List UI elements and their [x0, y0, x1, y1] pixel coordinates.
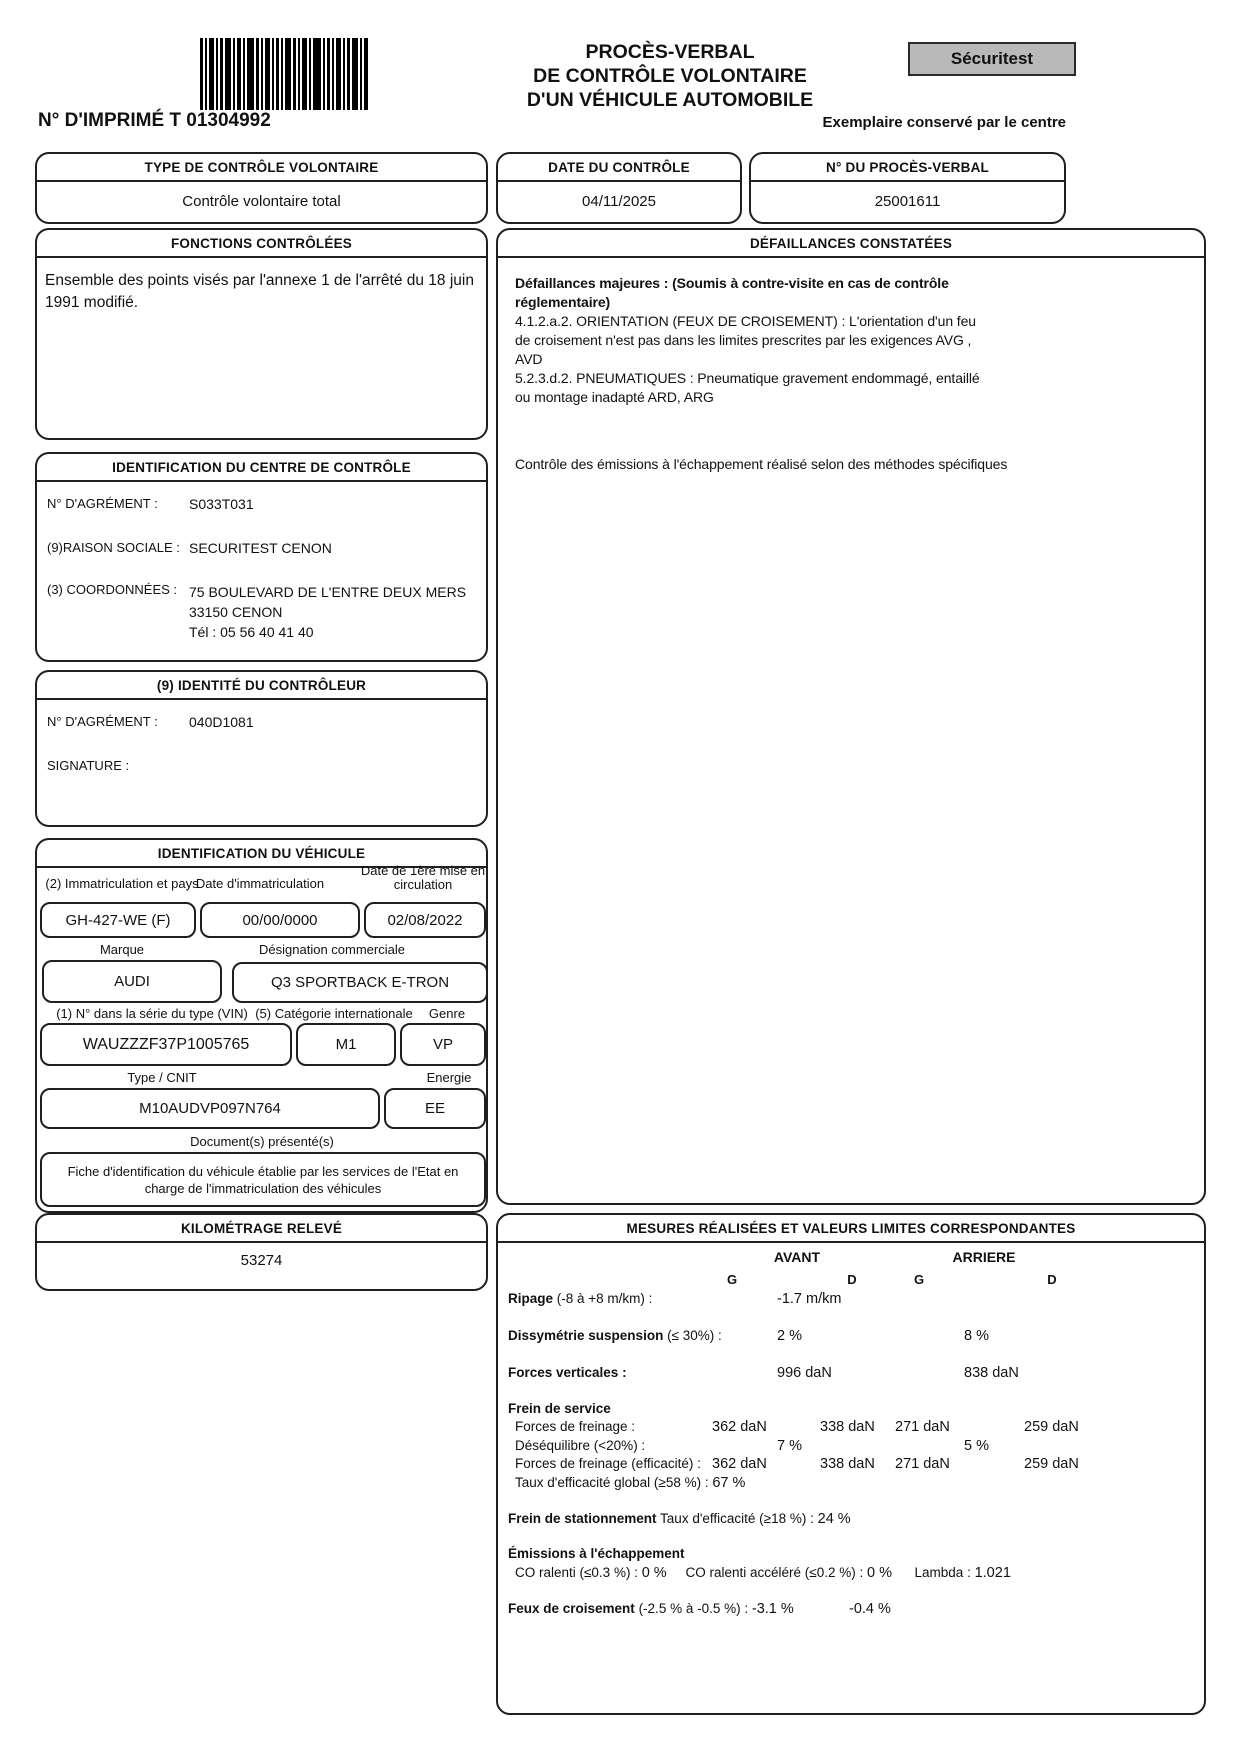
type-controle-header: TYPE DE CONTRÔLE VOLONTAIRE [37, 154, 486, 182]
forces-freinage-eff-arg: 271 daN [895, 1456, 950, 1472]
defaillances-majeures-title: Défaillances majeures : (Soumis à contre-visite en cas de contrôle réglementaire) [515, 275, 949, 310]
defaillances-header: DÉFAILLANCES CONSTATÉES [498, 230, 1204, 258]
lambda-value: 1.021 [974, 1565, 1011, 1581]
kilometrage-value: 53274 [240, 1252, 283, 1269]
ripage-row [508, 1291, 1198, 1311]
centre-agrement-row [47, 496, 478, 512]
vin-value-box: WAUZZZF37P1005765 [40, 1023, 292, 1066]
centre-coordonnees-value [185, 582, 466, 642]
signature-row [47, 758, 478, 773]
centre-coordonnees-row [47, 582, 478, 642]
numero-pv-value: 25001611 [874, 193, 941, 210]
copy-note: Exemplaire conservé par le centre [822, 114, 1066, 131]
date-controle-header: DATE DU CONTRÔLE [498, 154, 740, 182]
date-immat-label: Date d'immatriculation [195, 876, 325, 891]
printed-number: N° D'IMPRIMÉ T 01304992 [38, 110, 271, 131]
controleur-box [35, 670, 488, 827]
frein-stationnement-label: Frein de stationnement [508, 1511, 657, 1526]
forces-freinage-eff-ard: 259 daN [1024, 1456, 1079, 1472]
date-immat-value-box: 00/00/0000 [200, 902, 360, 938]
forces-verticales-avant-value: 996 daN [777, 1365, 832, 1381]
defaillances-content [515, 274, 1190, 474]
defaillances-box [496, 228, 1206, 1205]
categorie-value-box: M1 [296, 1023, 396, 1066]
mesures-header: MESURES RÉALISÉES ET VALEURS LIMITES CORRESPONDANTES [498, 1215, 1204, 1243]
co-accelere-label: CO ralenti accéléré (≤0.2 %) : [685, 1565, 864, 1580]
lambda-label: Lambda : [914, 1565, 971, 1580]
col-d-avant: D [847, 1272, 857, 1287]
forces-freinage-efficacite-row [508, 1456, 1198, 1476]
centre-address-line1: 75 BOULEVARD DE L'ENTRE DEUX MERS [189, 584, 467, 600]
marque-label: Marque [99, 942, 145, 957]
ripage-limits: (-8 à +8 m/km) : [556, 1291, 653, 1306]
feux-croisement-avant-value: -3.1 % [751, 1601, 794, 1617]
mesures-box [496, 1213, 1206, 1715]
designation-value-box: Q3 SPORTBACK E-TRON [232, 962, 488, 1003]
frein-service-label: Frein de service [508, 1401, 611, 1416]
feux-croisement-label: Feux de croisement [508, 1601, 635, 1616]
forces-freinage-eff-avd: 338 daN [820, 1456, 875, 1472]
co-ralenti-label: CO ralenti (≤0.3 %) : [515, 1565, 638, 1580]
forces-verticales-label: Forces verticales : [508, 1365, 627, 1380]
centre-raison-row [47, 540, 478, 556]
date-circulation-label: Date de 1ère mise en circulation [360, 863, 486, 892]
dissymetrie-row [508, 1328, 1198, 1348]
date-controle-box [496, 152, 742, 224]
numero-pv-header: N° DU PROCÈS-VERBAL [751, 154, 1064, 182]
centre-agrement-value: S033T031 [189, 496, 254, 512]
emissions-values-row [508, 1565, 1198, 1585]
desequilibre-label: Déséquilibre (<20%) : [515, 1438, 646, 1453]
col-d-arriere: D [1047, 1272, 1057, 1287]
forces-freinage-efficacite-label: Forces de freinage (efficacité) : [515, 1456, 701, 1471]
feux-croisement-arriere-value: -0.4 % [849, 1601, 891, 1617]
col-g-arriere: G [913, 1272, 925, 1287]
document-title [470, 40, 870, 112]
type-cnit-label: Type / CNIT [127, 1070, 197, 1085]
controleur-agrement-row [47, 714, 478, 730]
dissymetrie-label: Dissymétrie suspension [508, 1328, 664, 1343]
forces-verticales-row [508, 1365, 1198, 1385]
genre-label: Genre [428, 1006, 466, 1021]
kilometrage-box [35, 1213, 488, 1291]
controleur-header: (9) IDENTITÉ DU CONTRÔLEUR [37, 672, 486, 700]
centre-address-line2: 33150 CENON [189, 604, 283, 620]
forces-verticales-arriere-value: 838 daN [964, 1365, 1019, 1381]
feux-croisement-limits: (-2.5 % à -0.5 %) : [638, 1601, 749, 1616]
desequilibre-avant-value: 7 % [777, 1438, 802, 1454]
centre-raison-label: (9)RAISON SOCIALE : [47, 540, 180, 555]
controleur-agrement-label: N° D'AGRÉMENT : [47, 714, 158, 729]
date-circulation-value-box: 02/08/2022 [364, 902, 486, 938]
feux-croisement-row [508, 1601, 1198, 1621]
fonctions-body: Ensemble des points visés par l'annexe 1 de l'arrêté du 18 juin 1991 modifié. [45, 272, 474, 311]
date-controle-value: 04/11/2025 [582, 193, 656, 210]
kilometrage-header: KILOMÉTRAGE RELEVÉ [37, 1215, 486, 1243]
energie-value-box: EE [384, 1088, 486, 1129]
centre-raison-value: SECURITEST CENON [189, 540, 332, 556]
ripage-label: Ripage [508, 1291, 554, 1306]
controleur-agrement-value: 040D1081 [189, 714, 254, 730]
title-line-3: D'UN VÉHICULE AUTOMOBILE [526, 89, 814, 111]
vin-label: (1) N° dans la série du type (VIN) [56, 1006, 248, 1021]
type-cnit-value-box: M10AUDVP097N764 [40, 1088, 380, 1129]
immat-label: (2) Immatriculation et pays [45, 876, 199, 891]
title-line-1: PROCÈS-VERBAL [585, 41, 755, 63]
emissions-label: Émissions à l'échappement [508, 1546, 685, 1561]
documents-label: Document(s) présenté(s) [190, 1134, 334, 1149]
centre-coordonnees-label: (3) COORDONNÉES : [47, 582, 178, 597]
forces-freinage-row [508, 1419, 1198, 1439]
vehicule-header: IDENTIFICATION DU VÉHICULE [37, 840, 486, 868]
gd-header-row [508, 1272, 1198, 1292]
forces-freinage-eff-avg: 362 daN [712, 1456, 767, 1472]
dissymetrie-avant-value: 2 % [777, 1328, 802, 1344]
defaillance-item: 5.2.3.d.2. PNEUMATIQUES : Pneumatique gravement endommagé, entaillé ou montage inadapté ARD, ARG [515, 370, 980, 405]
type-controle-value: Contrôle volontaire total [182, 193, 341, 210]
frein-stationnement-row [508, 1511, 1198, 1531]
co-ralenti-value: 0 % [641, 1565, 667, 1581]
title-line-2: DE CONTRÔLE VOLONTAIRE [533, 65, 807, 87]
co-accelere-value: 0 % [867, 1565, 892, 1581]
arriere-label: ARRIERE [952, 1249, 1016, 1265]
forces-freinage-avg: 362 daN [712, 1419, 767, 1435]
frein-stationnement-detail: Taux d'efficacité (≥18 %) : [660, 1511, 814, 1526]
desequilibre-arriere-value: 5 % [964, 1438, 989, 1454]
dissymetrie-arriere-value: 8 % [964, 1328, 989, 1344]
brand-badge: Sécuritest [908, 42, 1076, 76]
centre-phone: Tél : 05 56 40 41 40 [189, 624, 314, 640]
forces-freinage-arg: 271 daN [895, 1419, 950, 1435]
ripage-value: -1.7 m/km [777, 1291, 842, 1307]
defaillance-item: 4.1.2.a.2. ORIENTATION (FEUX DE CROISEMENT) : L'orientation d'un feu de croisement n'est pas dans les limites prescrites par les exigences AVG , AVD [515, 313, 976, 367]
immat-value-box: GH-427-WE (F) [40, 902, 196, 938]
avant-label: AVANT [773, 1249, 821, 1265]
centre-box [35, 452, 488, 662]
col-g-avant: G [726, 1272, 738, 1287]
taux-global-label: Taux d'efficacité global (≥58 %) : [515, 1475, 709, 1490]
vehicule-box [35, 838, 488, 1213]
forces-freinage-label: Forces de freinage : [515, 1419, 636, 1434]
barcode-icon [200, 38, 370, 110]
fonctions-box [35, 228, 488, 440]
signature-label: SIGNATURE : [47, 758, 130, 773]
centre-agrement-label: N° D'AGRÉMENT : [47, 496, 158, 511]
emissions-header-row [508, 1546, 1198, 1566]
numero-pv-box [749, 152, 1066, 224]
categorie-label: (5) Catégorie internationale [255, 1006, 413, 1021]
centre-header: IDENTIFICATION DU CENTRE DE CONTRÔLE [37, 454, 486, 482]
axle-header-row [508, 1249, 1198, 1269]
forces-freinage-avd: 338 daN [820, 1419, 875, 1435]
taux-global-value: 67 % [712, 1475, 746, 1491]
forces-freinage-ard: 259 daN [1024, 1419, 1079, 1435]
taux-global-row [508, 1475, 1198, 1495]
frein-stationnement-value: 24 % [817, 1511, 851, 1527]
emissions-note: Contrôle des émissions à l'échappement réalisé selon des méthodes spécifiques [515, 456, 1008, 472]
marque-value-box: AUDI [42, 960, 222, 1003]
genre-value-box: VP [400, 1023, 486, 1066]
desequilibre-row [508, 1438, 1198, 1458]
frein-service-row [508, 1401, 1198, 1421]
documents-value-box: Fiche d'identification du véhicule établie par les services de l'Etat en charge de l'immatriculation des véhicules [40, 1152, 486, 1207]
type-controle-box [35, 152, 488, 224]
fonctions-header: FONCTIONS CONTRÔLÉES [37, 230, 486, 258]
dissymetrie-limits: (≤ 30%) : [667, 1328, 722, 1343]
designation-label: Désignation commerciale [259, 942, 405, 957]
energie-label: Energie [426, 1070, 472, 1085]
